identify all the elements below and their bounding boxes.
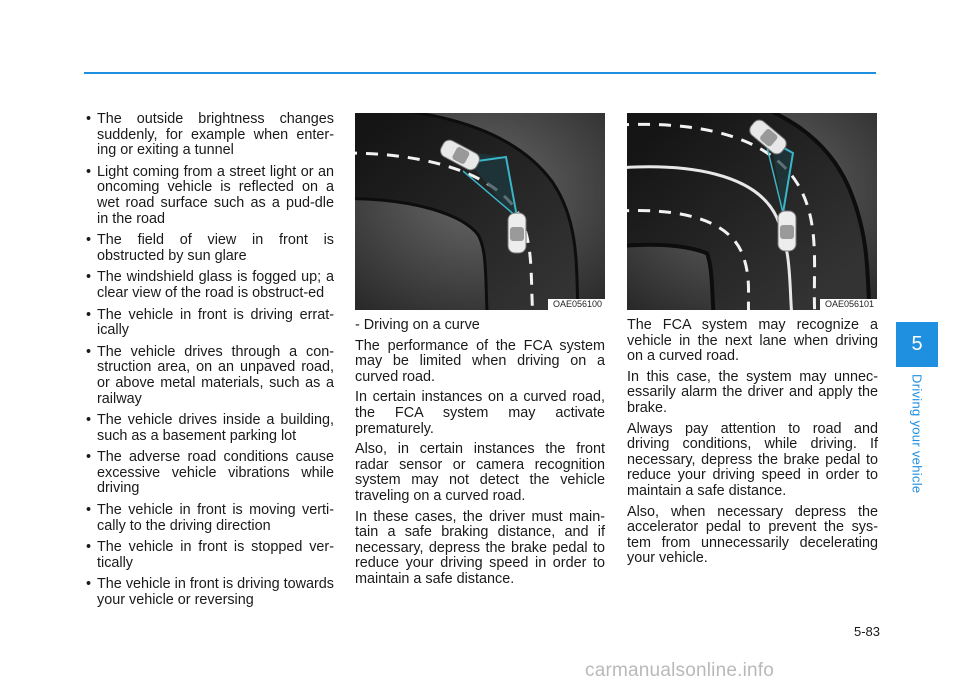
list-item: • The vehicle drives through a con-struction area, on an unpaved road, or above metal materials, such as a railway <box>83 345 334 407</box>
list-item: • The outside brightness changes suddenly, for example when enter-ing or exiting a tunnel <box>83 112 334 159</box>
chapter-tab-number: 5 <box>896 322 938 367</box>
section-heading: - Driving on a curve <box>355 317 480 333</box>
chapter-tab-label: Driving your vehicle <box>909 374 925 494</box>
curve-same-lane-illustration <box>355 113 605 310</box>
list-item: • The adverse road conditions cause excessive vehicle vibrations while driving <box>83 450 334 497</box>
paragraph: Also, when necessary depress the accelerator pedal to prevent the sys-tem from unnecessarily decelerating your vehicle. <box>627 503 878 567</box>
curve-same-lane-figure <box>355 113 605 310</box>
page-number: 5-83 <box>853 624 880 639</box>
list-item: • The vehicle in front is driving towards your vehicle or reversing <box>83 577 334 608</box>
paragraph: In certain instances on a curved road, the FCA system may activate prematurely. <box>355 389 605 437</box>
curve-adjacent-lane-illustration <box>627 113 877 310</box>
list-item: • The vehicle in front is driving errat-ically <box>83 308 334 339</box>
list-item: • Light coming from a street light or an oncoming vehicle is reflected on a wet road surface such as a pud-dle in the road <box>83 165 334 227</box>
list-item: • The vehicle drives inside a building, such as a basement parking lot <box>83 413 334 444</box>
left-column <box>83 112 334 615</box>
middle-column <box>355 318 605 593</box>
paragraph: The FCA system may recognize a vehicle in the next lane when driving on a curved road. <box>627 317 878 365</box>
paragraph: The performance of the FCA system may be limited when driving on a curved road. <box>355 337 605 385</box>
list-item: • The vehicle in front is stopped ver-tically <box>83 540 334 571</box>
paragraph: In this case, the system may unnec-essarily alarm the driver and apply the brake. <box>627 368 878 416</box>
figure-code: OAE056100 <box>548 299 605 310</box>
list-item: • The windshield glass is fogged up; a clear view of the road is obstruct-ed <box>83 270 334 301</box>
paragraph: Always pay attention to road and driving conditions, while driving. If necessary, depress the brake pedal to reduce your driving speed in order to maintain a safe distance. <box>627 420 878 499</box>
watermark: carmanualsonline.info <box>585 660 775 681</box>
list-item: • The field of view in front is obstructed by sun glare <box>83 233 334 264</box>
list-item: • The vehicle in front is moving verti-cally to the driving direction <box>83 503 334 534</box>
right-column <box>627 318 878 572</box>
paragraph: In these cases, the driver must main-tain a safe braking distance, and if necessary, depress the brake pedal to reduce your driving speed in order to maintain a safe distance. <box>355 508 605 587</box>
paragraph: Also, in certain instances the front radar sensor or camera recognition system may not detect the vehicle traveling on a curved road. <box>355 441 605 504</box>
figure-code: OAE056101 <box>820 299 877 310</box>
curve-adjacent-lane-figure <box>627 113 877 310</box>
condition-list <box>83 112 334 609</box>
top-rule <box>84 72 876 74</box>
